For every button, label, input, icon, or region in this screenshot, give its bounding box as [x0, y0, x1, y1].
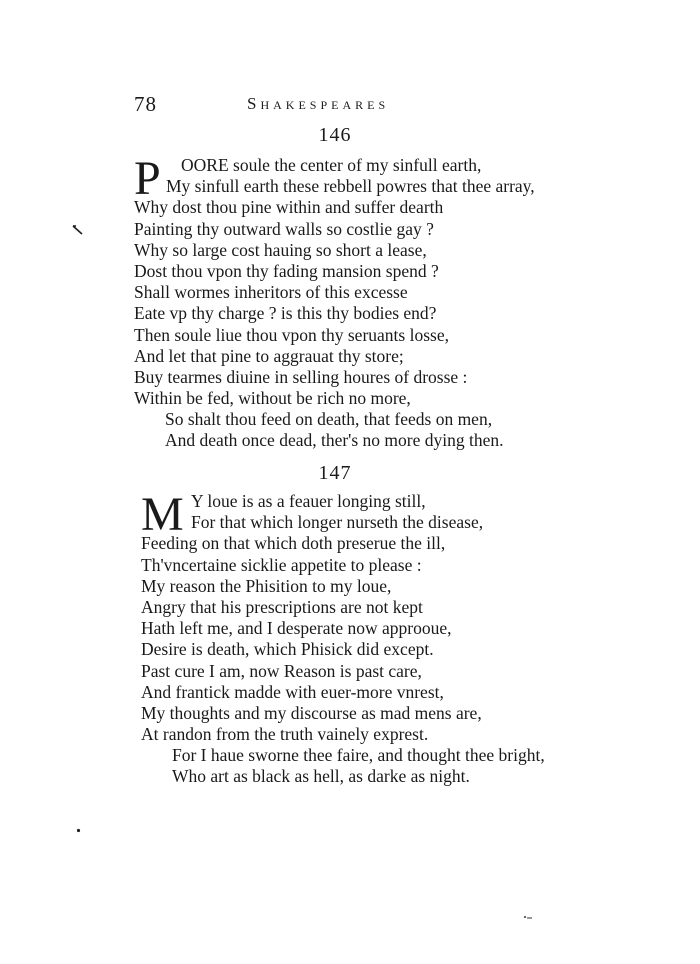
sonnet-line: Desire is death, which Phisick did except.	[141, 639, 434, 660]
sonnet-line: Hath left me, and I desperate now approoue,	[141, 618, 452, 639]
sonnet-line: Within be fed, without be rich no more,	[134, 388, 411, 409]
running-head	[134, 92, 554, 122]
page-speck	[523, 915, 533, 920]
sonnet-line: My sinfull earth these rebbell powres that thee array,	[166, 176, 535, 197]
sonnet-number-147: 147	[318, 462, 352, 484]
sonnet-line: OORE soule the center of my sinfull earth,	[181, 155, 482, 175]
running-title: Shakespeares	[247, 94, 390, 113]
sonnet-line: Shall wormes inheritors of this excesse	[134, 282, 408, 303]
sonnet-line: And frantick madde with euer-more vnrest,	[141, 681, 444, 702]
sonnet-147	[141, 488, 601, 788]
drop-cap: M	[141, 488, 184, 541]
sonnet-line: Painting thy outward walls so costlie gay ?	[134, 218, 434, 239]
sonnet-line: Buy tearmes diuine in selling houres of drosse :	[134, 366, 468, 387]
sonnet-line: Eate vp thy charge ? is this thy bodies end?	[134, 303, 437, 324]
sonnet-line: Dost thou vpon thy fading mansion spend ?	[134, 260, 439, 281]
drop-cap: P	[134, 152, 161, 205]
sonnet-line: My reason the Phisition to my loue,	[141, 575, 392, 596]
sonnet-line: Then soule liue thou vpon thy seruants losse,	[134, 324, 449, 345]
couplet-line: For I haue sworne thee faire, and thought thee bright,	[172, 745, 545, 766]
sonnet-number-146: 146	[318, 124, 352, 146]
couplet-line: Who art as black as hell, as darke as night.	[172, 766, 470, 787]
sonnet-line: Why so large cost hauing so short a lease,	[134, 239, 427, 260]
sonnet-line: At randon from the truth vainely exprest.	[141, 724, 429, 745]
sonnet-line: My thoughts and my discourse as mad mens are,	[141, 702, 482, 723]
sonnet-line: Y loue is as a feauer longing still,	[191, 491, 426, 511]
sonnet-line: Feeding on that which doth preserue the ill,	[141, 533, 446, 554]
sonnet-line: Why dost thou pine within and suffer dearth	[134, 197, 444, 218]
sonnet-line: Angry that his prescriptions are not kept	[141, 596, 423, 617]
page-number: 78	[134, 92, 157, 116]
sonnet-146	[134, 152, 594, 452]
sonnet-line: Th'vncertaine sicklie appetite to please :	[141, 554, 422, 575]
page-speck	[76, 828, 81, 833]
couplet-line: So shalt thou feed on death, that feeds on men,	[165, 409, 493, 430]
sonnet-line: Past cure I am, now Reason is past care,	[141, 660, 422, 681]
couplet-line: And death once dead, ther's no more dying then.	[165, 430, 504, 451]
margin-pencil-mark	[72, 224, 84, 236]
sonnet-line: And let that pine to aggrauat thy store;	[134, 345, 404, 366]
sonnet-line: For that which longer nurseth the disease,	[191, 512, 484, 533]
